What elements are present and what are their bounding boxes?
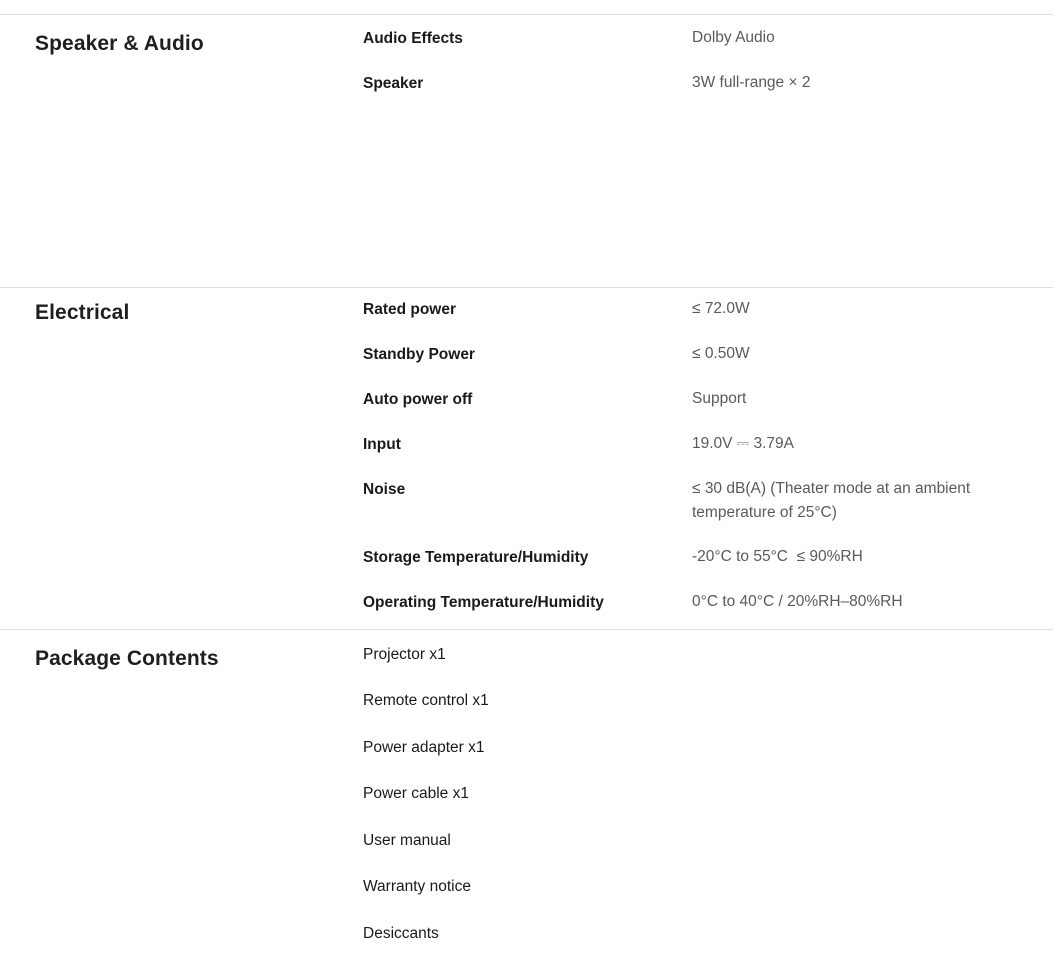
list-item: Remote control x1 (363, 692, 489, 709)
spec-value: ≤ 0.50W (692, 345, 750, 362)
spec-label: Rated power (363, 301, 457, 318)
spec-label: Audio Effects (363, 30, 463, 47)
section-package-contents (0, 629, 1053, 956)
spec-value: 19.0V ⎓ 3.79A (692, 435, 794, 452)
spec-label: Auto power off (363, 391, 473, 408)
list-item: Projector x1 (363, 646, 446, 663)
list-item: Power cable x1 (363, 785, 469, 802)
section-title: Speaker & Audio (35, 32, 204, 55)
section-electrical (0, 287, 1053, 630)
section-title: Electrical (35, 301, 130, 324)
spec-value: Dolby Audio (692, 29, 775, 46)
list-item: Warranty notice (363, 878, 471, 895)
section-title: Package Contents (35, 647, 219, 670)
spec-value: 3W full-range × 2 (692, 74, 811, 91)
spec-label: Input (363, 436, 401, 453)
list-item: Desiccants (363, 925, 439, 942)
list-item: User manual (363, 832, 451, 849)
spec-value: Support (692, 390, 747, 407)
spec-label: Noise (363, 481, 406, 498)
spec-value: ≤ 72.0W (692, 300, 750, 317)
spec-label: Speaker (363, 75, 424, 92)
section-speaker-audio (0, 14, 1053, 288)
spec-label: Standby Power (363, 346, 475, 363)
list-item: Power adapter x1 (363, 739, 485, 756)
spec-value: -20°C to 55°C ≤ 90%RH (692, 548, 863, 565)
spec-value: ≤ 30 dB(A) (Theater mode at an ambient temperature of 25°C) (692, 480, 971, 521)
spec-label: Operating Temperature/Humidity (363, 594, 604, 611)
spec-value: 0°C to 40°C / 20%RH–80%RH (692, 593, 903, 610)
spec-label: Storage Temperature/Humidity (363, 549, 589, 566)
